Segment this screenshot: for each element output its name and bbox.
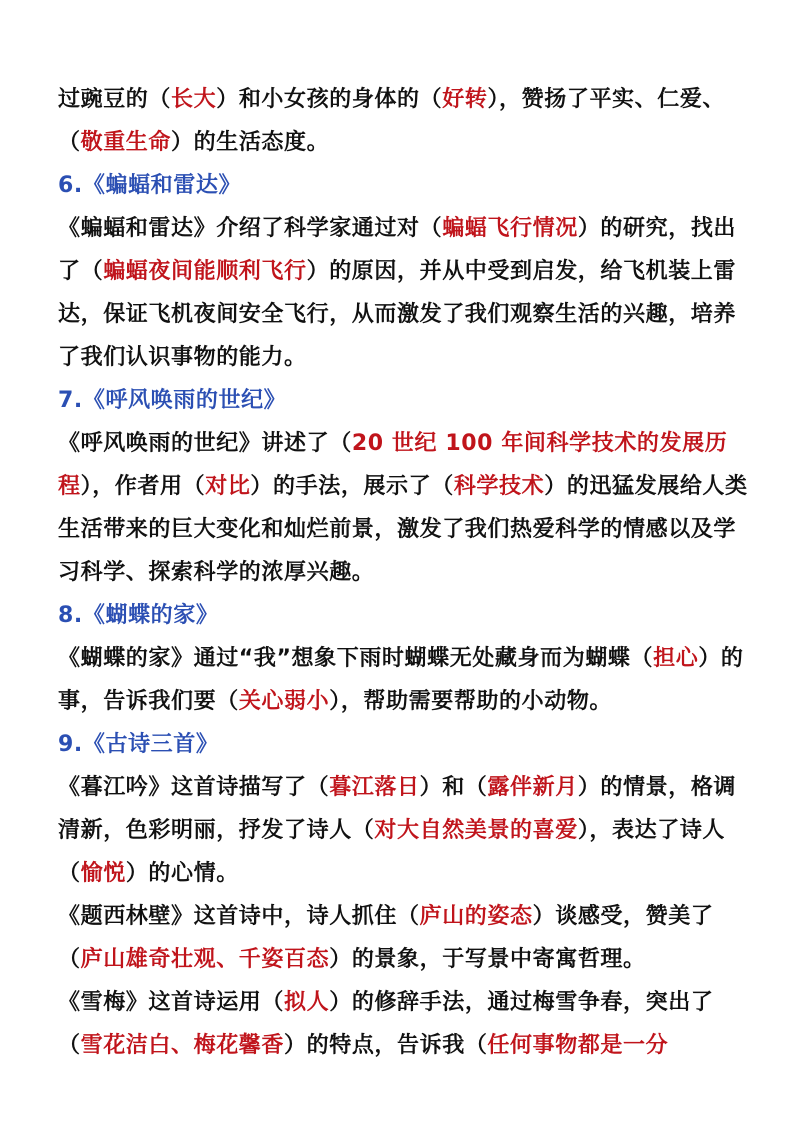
paragraph-text: 《蝴蝶的家》通过“我”想象下雨时蝴蝶无处藏身而为蝴蝶（ [58, 646, 654, 671]
paragraph-text: ）的研究，找出了（ [58, 216, 737, 284]
body-paragraph [58, 78, 748, 164]
body-paragraph [58, 981, 748, 1067]
answer-text: 暮江落日 [329, 775, 420, 800]
paragraph-text: ）和（ [419, 775, 488, 800]
heading-text: 6.《蝙蝠和雷达》 [58, 173, 242, 198]
paragraph-text: ）的迅猛发展给人类生活带来的巨大变化和灿烂前景，激发了我们热爱科学的情感以及学习科学、探索科学的浓厚兴趣。 [58, 474, 748, 585]
heading-text: 8.《蝴蝶的家》 [58, 603, 219, 628]
answer-text: 对大自然美景的喜爱 [374, 818, 578, 843]
section-heading [58, 164, 748, 207]
answer-text: 20 世纪 100 年间科学技术的发展历程 [58, 431, 728, 499]
paragraph-text: ）的事，告诉我们要（ [58, 646, 744, 714]
paragraph-text: 《蝙蝠和雷达》介绍了科学家通过对（ [58, 216, 443, 241]
heading-text: 7.《呼风唤雨的世纪》 [58, 388, 287, 413]
paragraph-text: 《暮江吟》这首诗描写了（ [58, 775, 330, 800]
paragraph-text: ）的修辞手法，通过梅雪争春，突出了（ [58, 990, 714, 1058]
answer-text: 露伴新月 [487, 775, 578, 800]
paragraph-text: ）的生活态度。 [171, 130, 330, 155]
body-paragraph [58, 422, 748, 594]
body-paragraph [58, 637, 748, 723]
answer-text: 庐山雄奇壮观、千姿百态 [80, 947, 330, 972]
paragraph-text: 《题西林壁》这首诗中，诗人抓住（ [58, 904, 420, 929]
paragraph-text: ）的情景，格调清新，色彩明丽，抒发了诗人（ [58, 775, 737, 843]
answer-text: 敬重生命 [80, 130, 172, 155]
answer-text: 雪花洁白、梅花馨香 [80, 1033, 285, 1058]
answer-text: 蝙蝠飞行情况 [442, 216, 578, 241]
paragraph-text: ），作者用（ [80, 474, 206, 499]
answer-text: 愉悦 [80, 861, 126, 886]
paragraph-text: ）的景象，于写景中寄寓哲理。 [329, 947, 646, 972]
paragraph-text: ）的特点，告诉我（ [284, 1033, 488, 1058]
paragraph-text: ），表达了诗人（ [58, 818, 726, 886]
paragraph-text: ）的原因，并从中受到启发，给飞机装上雷达，保证飞机夜间安全飞行，从而激发了我们观察生活的兴趣，培养了我们认识事物的能力。 [58, 259, 737, 370]
answer-text: 任何事物都是一分 [487, 1033, 669, 1058]
answer-text: 对比 [205, 474, 251, 499]
paragraph-text: ）和小女孩的身体的（ [216, 87, 443, 112]
document-page [58, 78, 748, 1067]
section-heading [58, 379, 748, 422]
answer-text: 庐山的姿态 [419, 904, 533, 929]
answer-text: 关心弱小 [238, 689, 330, 714]
paragraph-text: ）的手法，展示了（ [250, 474, 454, 499]
answer-text: 科学技术 [453, 474, 545, 499]
paragraph-text: ）的心情。 [125, 861, 239, 886]
paragraph-text: ），帮助需要帮助的小动物。 [329, 689, 613, 714]
paragraph-text: 《呼风唤雨的世纪》讲述了（ [58, 431, 352, 456]
paragraph-text: 《雪梅》这首诗运用（ [58, 990, 285, 1015]
answer-text: 长大 [171, 87, 217, 112]
paragraph-text: ），赞扬了平实、仁爱、（ [58, 87, 726, 155]
answer-text: 好转 [442, 87, 488, 112]
heading-text: 9.《古诗三首》 [58, 732, 219, 757]
answer-text: 蝙蝠夜间能顺利飞行 [103, 259, 307, 284]
section-heading [58, 594, 748, 637]
answer-text: 拟人 [284, 990, 330, 1015]
section-heading [58, 723, 748, 766]
body-paragraph [58, 766, 748, 895]
body-paragraph [58, 895, 748, 981]
paragraph-text: 过豌豆的（ [58, 87, 172, 112]
paragraph-text: ）谈感受，赞美了（ [58, 904, 714, 972]
answer-text: 担心 [653, 646, 699, 671]
body-paragraph [58, 207, 748, 379]
